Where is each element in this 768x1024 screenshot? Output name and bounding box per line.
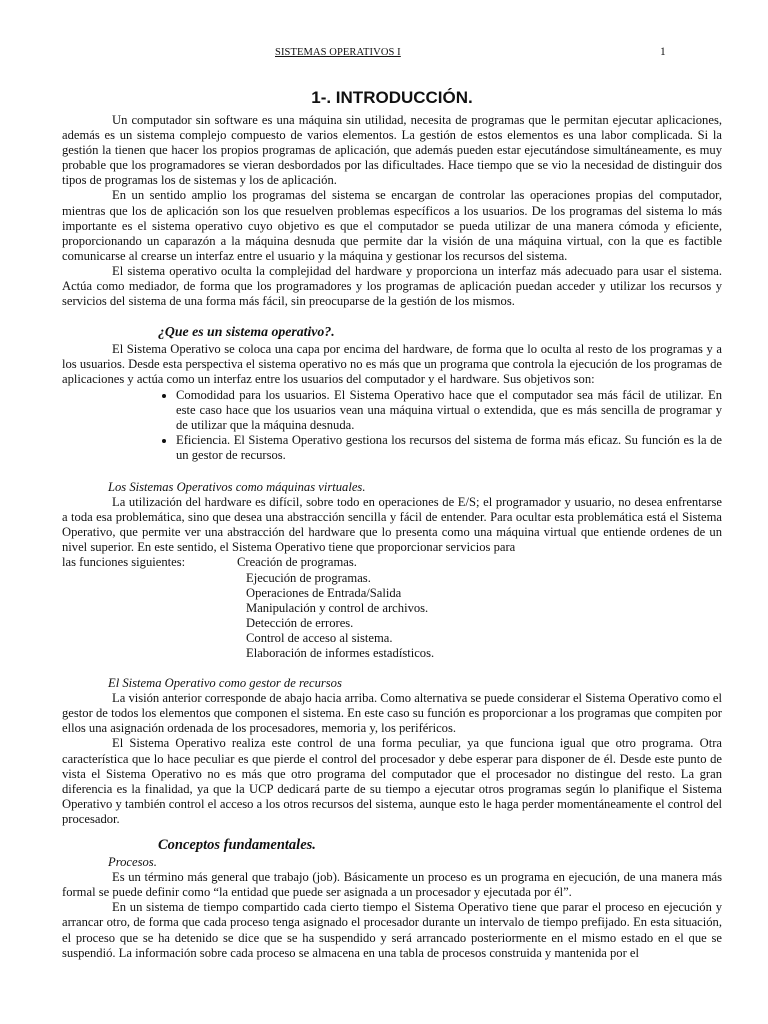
function-item: Elaboración de informes estadísticos.: [246, 646, 435, 660]
functions-lead-line: [62, 555, 722, 570]
functions-lead-in: las funciones siguientes:: [62, 555, 186, 570]
resource-manager-paragraph: La visión anterior corresponde de abajo hacia arriba. Como alternativa se puede considerar el Sistema Operativo como el gestor de todos los elementos que componen el sistema. En este caso su función es proporcionar a los programas que compiten por ellos una asignación ordenada de los procesadores, memoria y, los periféricos.: [62, 691, 722, 736]
function-item: Ejecución de programas.: [246, 570, 371, 585]
section-heading-what-is: ¿Que es un sistema operativo?.: [158, 324, 335, 340]
processes-paragraph: Es un término más general que trabajo (job). Básicamente un proceso es un programa en ejecución, de una manera más formal se puede definir como “la entidad que puede ser asignada a un procesador y ejecutada por él”.: [62, 870, 722, 900]
intro-paragraph: Un computador sin software es una máquina sin utilidad, necesita de programas que le permitan ejecutar aplicaciones, además es un sistema complejo compuesto de varios elementos. La gestión de estos elementos es una labor complicada. Si la gestión la tienen que hacer los propios programas de aplicación, que además pueden estar ejecutándose simultáneamente, es muy probable que los programadores se vieran desbordados por las dificultades. Hace tiempo que se vio la necesidad de distinguir dos tipos de programas los de sistemas y los de aplicación.: [62, 113, 722, 188]
virtual-machines-paragraph: La utilización del hardware es difícil, sobre todo en operaciones de E/S; el programador y usuario, no desea enfrentarse a toda esa problemática, sino que desea una abstracción sencilla y fácil de entender. Para ocultar esta problemática está el Sistema Operativo, que permite ver una abstracción del hardware que lo presenta como una máquina virtual que entiende ordenes de un nivel superior. En este sentido, el Sistema Operativo tiene que proporcionar servicios para: [62, 495, 722, 555]
what-is-paragraph: El Sistema Operativo se coloca una capa por encima del hardware, de forma que lo oculta al resto de los programas y a los usuarios. Desde esta perspectiva el sistema operativo no es más que un programa que controla la ejecución de los programas de aplicaciones y actúa como un interfaz entre los usuarios del computador y el hardware. Sus objetivos son:: [62, 342, 722, 387]
function-item: Creación de programas.: [237, 555, 357, 570]
running-header-title: SISTEMAS OPERATIVOS I: [275, 47, 401, 58]
intro-paragraph: En un sentido amplio los programas del sistema se encargan de controlar las operaciones propias del computador, mientras que los de aplicación son los que resuelven problemas específicos a los usuarios. De los programas del sistema lo más importante es el sistema operativo cuyo objetivo es que el computador se pueda utilizar de una manera cómoda y eficiente, proporcionando un caparazón a la máquina desnuda que permite dar la visión de una máquina virtual, con la que es factible comunicarse al crearse un interfaz entre el usuario y la máquina y gestionar los recursos del sistema.: [62, 188, 722, 263]
subsection-heading-virtual-machines: Los Sistemas Operativos como máquinas virtuales.: [108, 479, 366, 494]
intro-paragraph: El sistema operativo oculta la complejidad del hardware y proporciona un interfaz más adecuado para usar el sistema. Actúa como mediador, de forma que los programadores y los programas de aplicación puedan acceder y utilizar los recursos y servicios del sistema de una forma más fácil, sin preocuparse de la gestión de los mismos.: [62, 263, 722, 309]
function-item: Manipulación y control de archivos.: [246, 600, 429, 615]
processes-paragraph: En un sistema de tiempo compartido cada cierto tiempo el Sistema Operativo tiene que parar el proceso en ejecución y arrancar otro, de forma que cada proceso tenga asignado el procesador durante un intervalo de tiempo prefijado. En esta situación, el proceso que se ha detenido se dice que se ha suspendido y será arrancado posteriormente en el mismo estado en el que se suspendió. La información sobre cada proceso se almacena en una tabla de procesos construida y mantenida por el: [62, 900, 722, 960]
document-body: [62, 88, 722, 961]
page-number: 1: [660, 46, 666, 58]
function-item: Operaciones de Entrada/Salida: [246, 585, 402, 600]
subsection-heading-resource-manager: El Sistema Operativo como gestor de recursos: [108, 676, 342, 691]
functions-list: [62, 571, 722, 662]
objectives-list: [62, 388, 722, 463]
function-item: Control de acceso al sistema.: [246, 630, 393, 645]
section-heading-concepts: Conceptos fundamentales.: [158, 837, 316, 854]
objective-item: • Comodidad para los usuarios. El Sistema Operativo hace que el computador sea más fácil de utilizar. En este caso hace que los usuarios vean una máquina virtual o extendida, que es más sencilla de programar y de utilizar que la máquina desnuda.: [176, 388, 722, 433]
function-item: Detección de errores.: [246, 615, 354, 630]
objective-item: • Eficiencia. El Sistema Operativo gestiona los recursos del sistema de forma más eficaz. Su función es la de un gestor de recursos.: [176, 433, 722, 463]
resource-manager-paragraph: El Sistema Operativo realiza este control de una forma peculiar, ya que funciona igual que otro programa. Otra característica que lo hace peculiar es que pierde el control del procesador y debe esperar para disponer de él. Desde este punto de vista el Sistema Operativo no es más que otro programa del computador que el procesador no distingue del resto. La gran diferencia es la finalidad, ya que la UCP dedicará parte de su tiempo a ejecutar otros programas según lo planifique el Sistema Operativo y también control el acceso a los otros recursos del sistema, aunque esto le haga perder momentáneamente el control del procesador.: [62, 736, 722, 826]
subsection-heading-processes: Procesos.: [108, 855, 157, 870]
chapter-title: 1-. INTRODUCCIÓN.: [311, 88, 473, 107]
